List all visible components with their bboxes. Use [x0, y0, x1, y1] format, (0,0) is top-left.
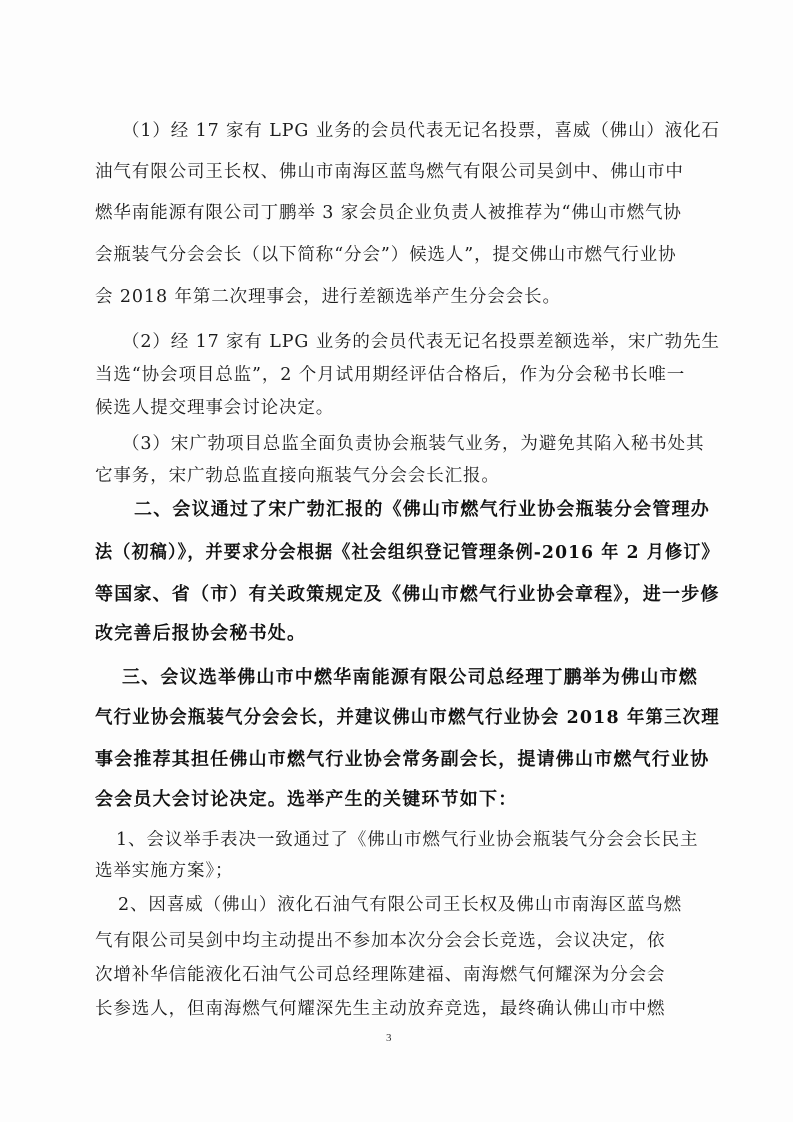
body-line: 油气有限公司王长权、佛山市南海区蓝鸟燃气有限公司吴剑中、佛山市中	[95, 162, 684, 182]
body-line: 事会推荐其担任佛山市燃气行业协会常务副会长，提请佛山市燃气行业协	[95, 749, 710, 770]
body-line: 法（初稿）》，并要求分会根据《社会组织登记管理条例-2016 年 2 月修订》	[95, 542, 720, 563]
body-line: 气有限公司吴剑中均主动提出不参加本次分会会长竞选，会议决定，依	[95, 931, 666, 951]
body-line: 当选“协会项目总监”，2 个月试用期经评估合格后，作为分会秘书长唯一	[95, 365, 686, 385]
body-line: 长参选人，但南海燃气何耀深先生主动放弃竞选，最终确认佛山市中燃	[95, 999, 666, 1019]
body-line: 1、会议举手表决一致通过了《佛山市燃气行业协会瓶装气分会会长民主	[116, 830, 699, 850]
body-line: （1）经 17 家有 LPG 业务的会员代表无记名投票，喜威（佛山）液化石	[122, 121, 720, 141]
body-line: 气行业协会瓶装气分会会长，并建议佛山市燃气行业协会 2018 年第三次理	[95, 707, 720, 728]
body-line: 2、因喜威（佛山）液化石油气有限公司王长权及佛山市南海区蓝鸟燃	[118, 895, 683, 915]
body-line: 燃华南能源有限公司丁鹏举 3 家会员企业负责人被推荐为“佛山市燃气协	[95, 203, 682, 223]
body-line: 选举实施方案》；	[95, 861, 234, 881]
body-line: （2）经 17 家有 LPG 业务的会员代表无记名投票差额选举，宋广勃先生	[122, 332, 720, 352]
body-line: 候选人提交理事会讨论决定。	[95, 398, 335, 418]
body-line: 改完善后报协会秘书处。	[95, 623, 307, 644]
body-line: （3）宋广勃项目总监全面负责协会瓶装气业务，为避免其陷入秘书处其	[122, 434, 705, 454]
section-heading-line: 三、会议选举佛山市中燃华南能源有限公司总经理丁鹏举为佛山市燃	[122, 667, 698, 688]
body-line: 它事务，宋广勃总监直接向瓶装气分会会长汇报。	[95, 466, 500, 486]
body-line: 次增补华信能液化石油气公司总经理陈建福、南海燃气何耀深为分会会	[95, 965, 666, 985]
body-line: 等国家、省（市）有关政策规定及《佛山市燃气行业协会章程》，进一步修	[95, 584, 720, 605]
body-line: 会会员大会讨论决定。选举产生的关键环节如下：	[95, 789, 518, 810]
page-number: 3	[386, 1032, 392, 1044]
body-line: 会瓶装气分会会长（以下简称“分会”）候选人”，提交佛山市燃气行业协	[95, 245, 677, 265]
body-line: 会 2018 年第二次理事会，进行差额选举产生分会会长。	[95, 287, 561, 307]
section-heading-line: 二、会议通过了宋广勃汇报的《佛山市燃气行业协会瓶装分会管理办	[134, 499, 710, 520]
